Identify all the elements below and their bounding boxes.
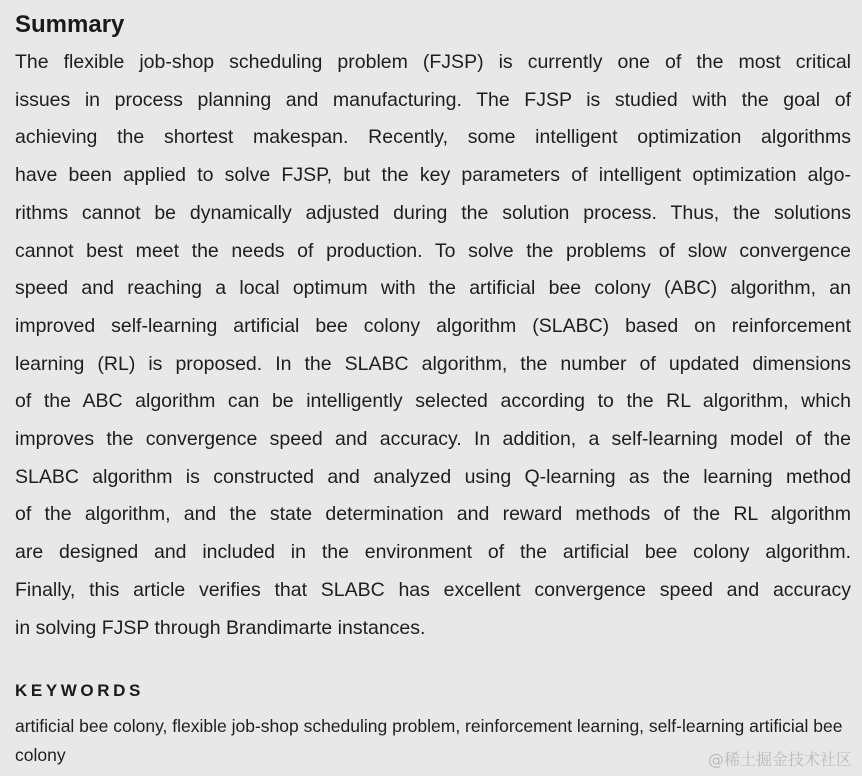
abstract-line: improved self-learning artificial bee colony algorithm (SLABC) based on reinforcement [15,314,851,337]
abstract-line: issues in process planning and manufacturing. The FJSP is studied with the goal of [15,88,851,111]
summary-section [15,6,851,647]
keywords-list: artificial bee colony, flexible job-shop scheduling problem, reinforcement learning, self-learning artificial bee colony [15,716,843,765]
abstract-line: in solving FJSP through Brandimarte instances. [15,616,426,639]
abstract-line: SLABC algorithm is constructed and analyzed using Q-learning as the learning method [15,465,851,488]
abstract-line: The flexible job-shop scheduling problem (FJSP) is currently one of the most critical [15,51,851,73]
abstract-line: cannot best meet the needs of production. To solve the problems of slow convergence [15,239,851,262]
abstract-line: of the algorithm, and the state determination and reward methods of the RL algorithm [15,503,851,526]
abstract-line: rithms cannot be dynamically adjusted during the solution process. Thus, the solutions [15,201,851,224]
abstract-line: achieving the shortest makespan. Recently, some intelligent optimization algorithms [15,126,851,149]
summary-abstract [15,44,851,647]
abstract-line: Finally, this article verifies that SLABC has excellent convergence speed and accuracy [15,578,851,601]
abstract-line: improves the convergence speed and accuracy. In addition, a self-learning model of the [15,428,851,451]
summary-heading: Summary [15,11,125,38]
abstract-line: of the ABC algorithm can be intelligently selected according to the RL algorithm, which [15,390,851,413]
abstract-line: have been applied to solve FJSP, but the key parameters of intelligent optimization algo- [15,164,851,187]
watermark: @稀土掘金技术社区 [707,750,852,769]
abstract-line: learning (RL) is proposed. In the SLABC algorithm, the number of updated dimensions [15,352,851,375]
abstract-line: speed and reaching a local optimum with the artificial bee colony (ABC) algorithm, an [15,277,851,300]
abstract-line: are designed and included in the environment of the artificial bee colony algorithm. [15,541,851,564]
keywords-heading: KEYWORDS [15,681,144,700]
